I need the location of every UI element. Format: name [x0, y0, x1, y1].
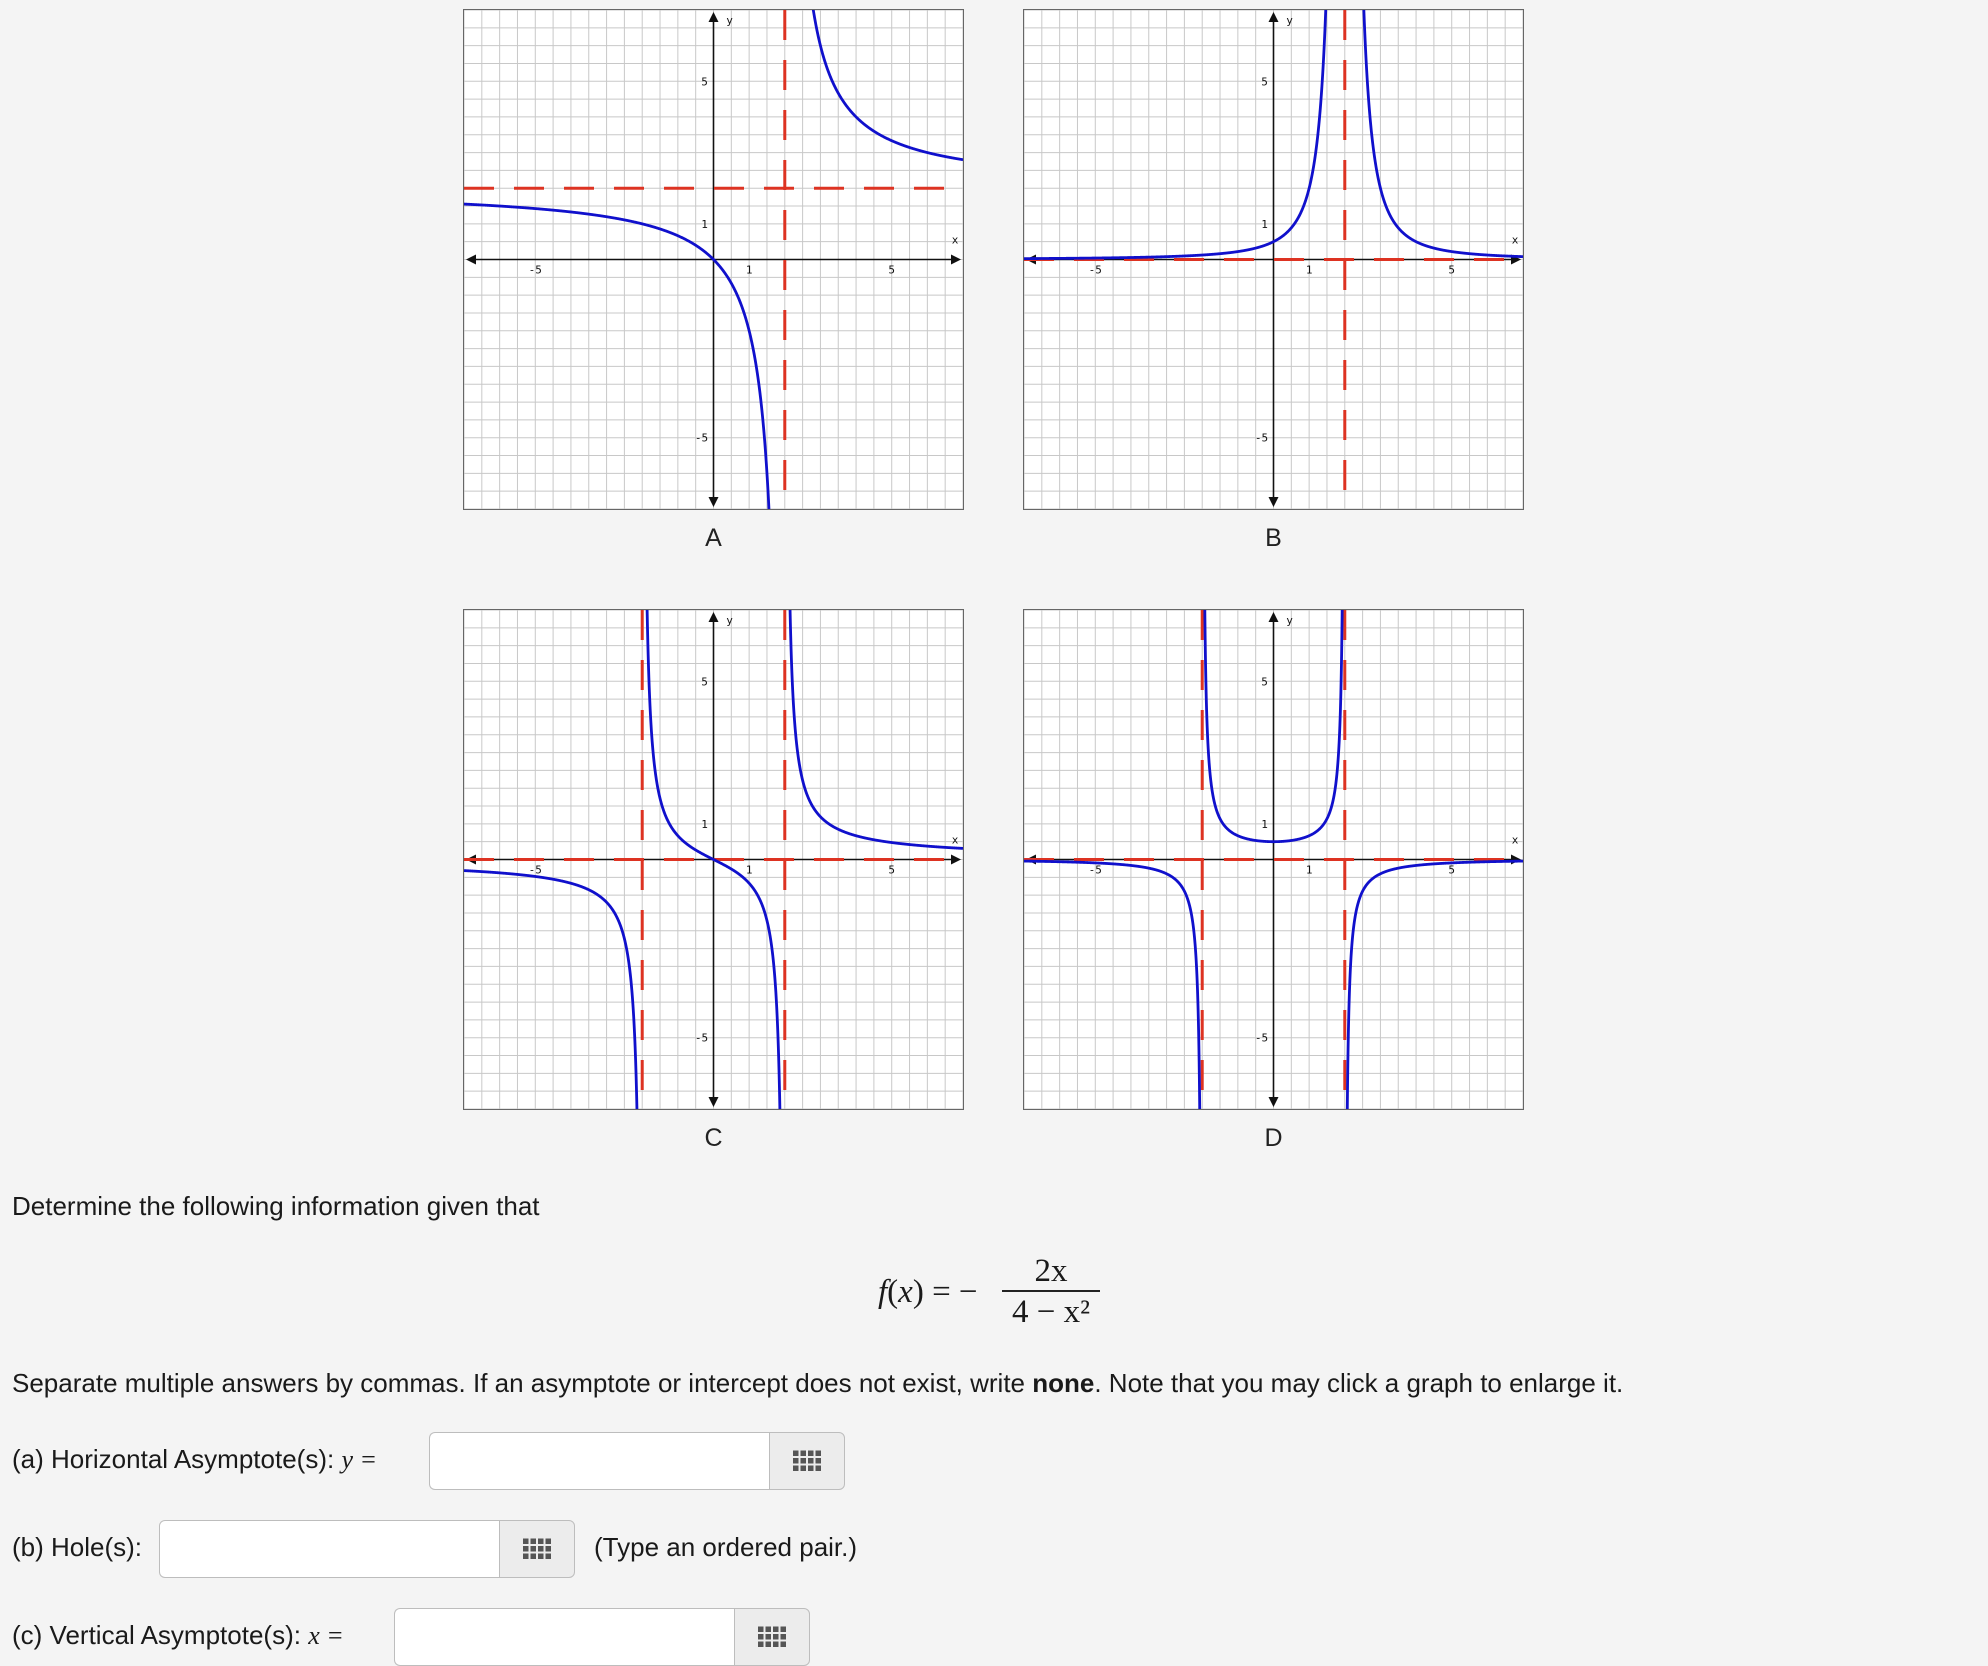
answer-a-keypad-button[interactable]: [769, 1432, 845, 1490]
graph-d[interactable]: [1023, 609, 1524, 1110]
y-axis-arrow: [1269, 12, 1279, 22]
keypad-grid-icon: [757, 1626, 787, 1648]
x-axis-arrow: [1511, 855, 1521, 865]
keypad-cell: [523, 1546, 529, 1552]
keypad-cell: [808, 1451, 814, 1457]
keypad-cell: [531, 1539, 537, 1545]
graph-d-plot: [1024, 610, 1523, 1109]
keypad-cell: [758, 1627, 764, 1633]
x-axis-arrow: [951, 255, 961, 265]
y-axis-arrow: [1269, 1097, 1279, 1107]
x-tick-label: 1: [745, 863, 753, 877]
y-tick-label: -5: [694, 431, 709, 445]
y-tick-label: 1: [1261, 217, 1268, 231]
graph-c-label: C: [704, 1124, 723, 1152]
x-tick-label: -5: [528, 263, 542, 277]
keypad-cell: [758, 1634, 764, 1640]
question-c-text: (c) Vertical Asymptote(s):: [12, 1620, 309, 1650]
instruction-before: Separate multiple answers by commas. If an asymptote or intercept does not exist, write: [12, 1368, 1033, 1398]
instruction-text: [12, 1368, 1623, 1399]
keypad-cell: [793, 1466, 799, 1472]
graph-b[interactable]: [1023, 9, 1524, 510]
keypad-cell: [546, 1539, 552, 1545]
y-axis-label: y: [1286, 14, 1293, 27]
y-tick-label: -5: [694, 1031, 709, 1045]
graph-a[interactable]: [463, 9, 964, 510]
keypad-cell: [531, 1546, 537, 1552]
keypad-cell: [808, 1458, 814, 1464]
answer-c-keypad-button[interactable]: [734, 1608, 810, 1666]
x-tick-label: 1: [1305, 263, 1313, 277]
y-axis-arrow: [1269, 497, 1279, 507]
keypad-cell: [523, 1539, 529, 1545]
instruction-after: . Note that you may click a graph to enlarge it.: [1094, 1368, 1624, 1398]
x-tick-label: 1: [1305, 863, 1313, 877]
x-tick-label: 5: [888, 263, 896, 277]
answer-b-keypad-button[interactable]: [499, 1520, 575, 1578]
answer-a-group: [429, 1432, 845, 1490]
y-tick-label: 5: [701, 675, 708, 689]
keypad-cell: [538, 1539, 544, 1545]
keypad-cell: [773, 1642, 779, 1648]
keypad-cell: [801, 1458, 807, 1464]
x-tick-label: -5: [1088, 863, 1102, 877]
y-axis-arrow: [709, 612, 719, 622]
x-tick-label: 5: [1448, 263, 1456, 277]
y-tick-label: 1: [1261, 817, 1268, 831]
keypad-cell: [801, 1466, 807, 1472]
ordered-pair-hint: (Type an ordered pair.): [594, 1532, 858, 1562]
x-tick-label: -5: [528, 863, 542, 877]
keypad-cell: [808, 1466, 814, 1472]
question-a-var: y =: [341, 1445, 378, 1474]
keypad-cell: [781, 1627, 787, 1633]
x-tick-label: 5: [888, 863, 896, 877]
formula-denominator: 4 − x²: [1011, 1294, 1090, 1330]
answer-c-group: [394, 1608, 810, 1666]
graph-d-label: D: [1264, 1124, 1283, 1152]
x-axis-arrow: [466, 255, 476, 265]
y-axis-arrow: [709, 1097, 719, 1107]
question-c-label: [12, 1620, 344, 1651]
keypad-cell: [766, 1642, 772, 1648]
y-axis-arrow: [1269, 612, 1279, 622]
keypad-cell: [546, 1546, 552, 1552]
graph-c-plot: [464, 610, 963, 1109]
graph-b-label: B: [1265, 524, 1282, 552]
graph-a-label: A: [705, 524, 722, 552]
y-tick-label: -5: [1254, 1031, 1269, 1045]
x-axis-label: x: [951, 233, 959, 247]
formula-numerator: 2x: [1034, 1253, 1068, 1289]
x-tick-label: 1: [745, 263, 753, 277]
graph-b-plot: [1024, 10, 1523, 509]
x-tick-label: 5: [1448, 863, 1456, 877]
x-tick-label: -5: [1088, 263, 1102, 277]
question-c-var: x =: [308, 1621, 344, 1650]
y-tick-label: 5: [1261, 75, 1268, 89]
question-b-label: [12, 1532, 142, 1563]
y-tick-label: 1: [701, 217, 708, 231]
keypad-cell: [793, 1458, 799, 1464]
keypad-cell: [758, 1642, 764, 1648]
y-axis-label: y: [726, 614, 733, 627]
intro-text: Determine the following information given that: [12, 1191, 540, 1221]
keypad-cell: [773, 1627, 779, 1633]
y-axis-arrow: [709, 497, 719, 507]
keypad-cell: [523, 1554, 529, 1560]
keypad-cell: [766, 1634, 772, 1640]
question-a-label: [12, 1444, 377, 1475]
formula-fraction: [1002, 1252, 1100, 1332]
y-axis-arrow: [709, 12, 719, 22]
keypad-cell: [538, 1554, 544, 1560]
keypad-cell: [816, 1451, 822, 1457]
hole-input[interactable]: [159, 1520, 499, 1578]
keypad-cell: [773, 1634, 779, 1640]
y-tick-label: 1: [701, 817, 708, 831]
keypad-cell: [816, 1458, 822, 1464]
keypad-cell: [531, 1554, 537, 1560]
question-b-text: (b) Hole(s):: [12, 1532, 143, 1562]
y-tick-label: 5: [1261, 675, 1268, 689]
answer-b-group: [159, 1520, 575, 1578]
graph-a-plot: [464, 10, 963, 509]
keypad-cell: [781, 1642, 787, 1648]
vertical-asymptote-input[interactable]: [394, 1608, 734, 1666]
y-tick-label: 5: [701, 75, 708, 89]
keypad-grid-icon: [792, 1450, 822, 1472]
x-axis-arrow: [951, 855, 961, 865]
horizontal-asymptote-input[interactable]: [429, 1432, 769, 1490]
x-axis-label: x: [951, 833, 959, 847]
keypad-cell: [546, 1554, 552, 1560]
graph-c[interactable]: [463, 609, 964, 1110]
y-axis-label: y: [1286, 614, 1293, 627]
keypad-cell: [766, 1627, 772, 1633]
keypad-cell: [801, 1451, 807, 1457]
keypad-cell: [538, 1546, 544, 1552]
keypad-grid-icon: [522, 1538, 552, 1560]
x-axis-label: x: [1511, 233, 1519, 247]
keypad-cell: [793, 1451, 799, 1457]
keypad-cell: [781, 1634, 787, 1640]
x-axis-label: x: [1511, 833, 1519, 847]
y-axis-label: y: [726, 14, 733, 27]
instruction-none: none: [1032, 1368, 1095, 1398]
formula-lhs: f(x) = −: [878, 1274, 978, 1310]
y-tick-label: -5: [1254, 431, 1269, 445]
question-a-text: (a) Horizontal Asymptote(s):: [12, 1444, 342, 1474]
keypad-cell: [816, 1466, 822, 1472]
